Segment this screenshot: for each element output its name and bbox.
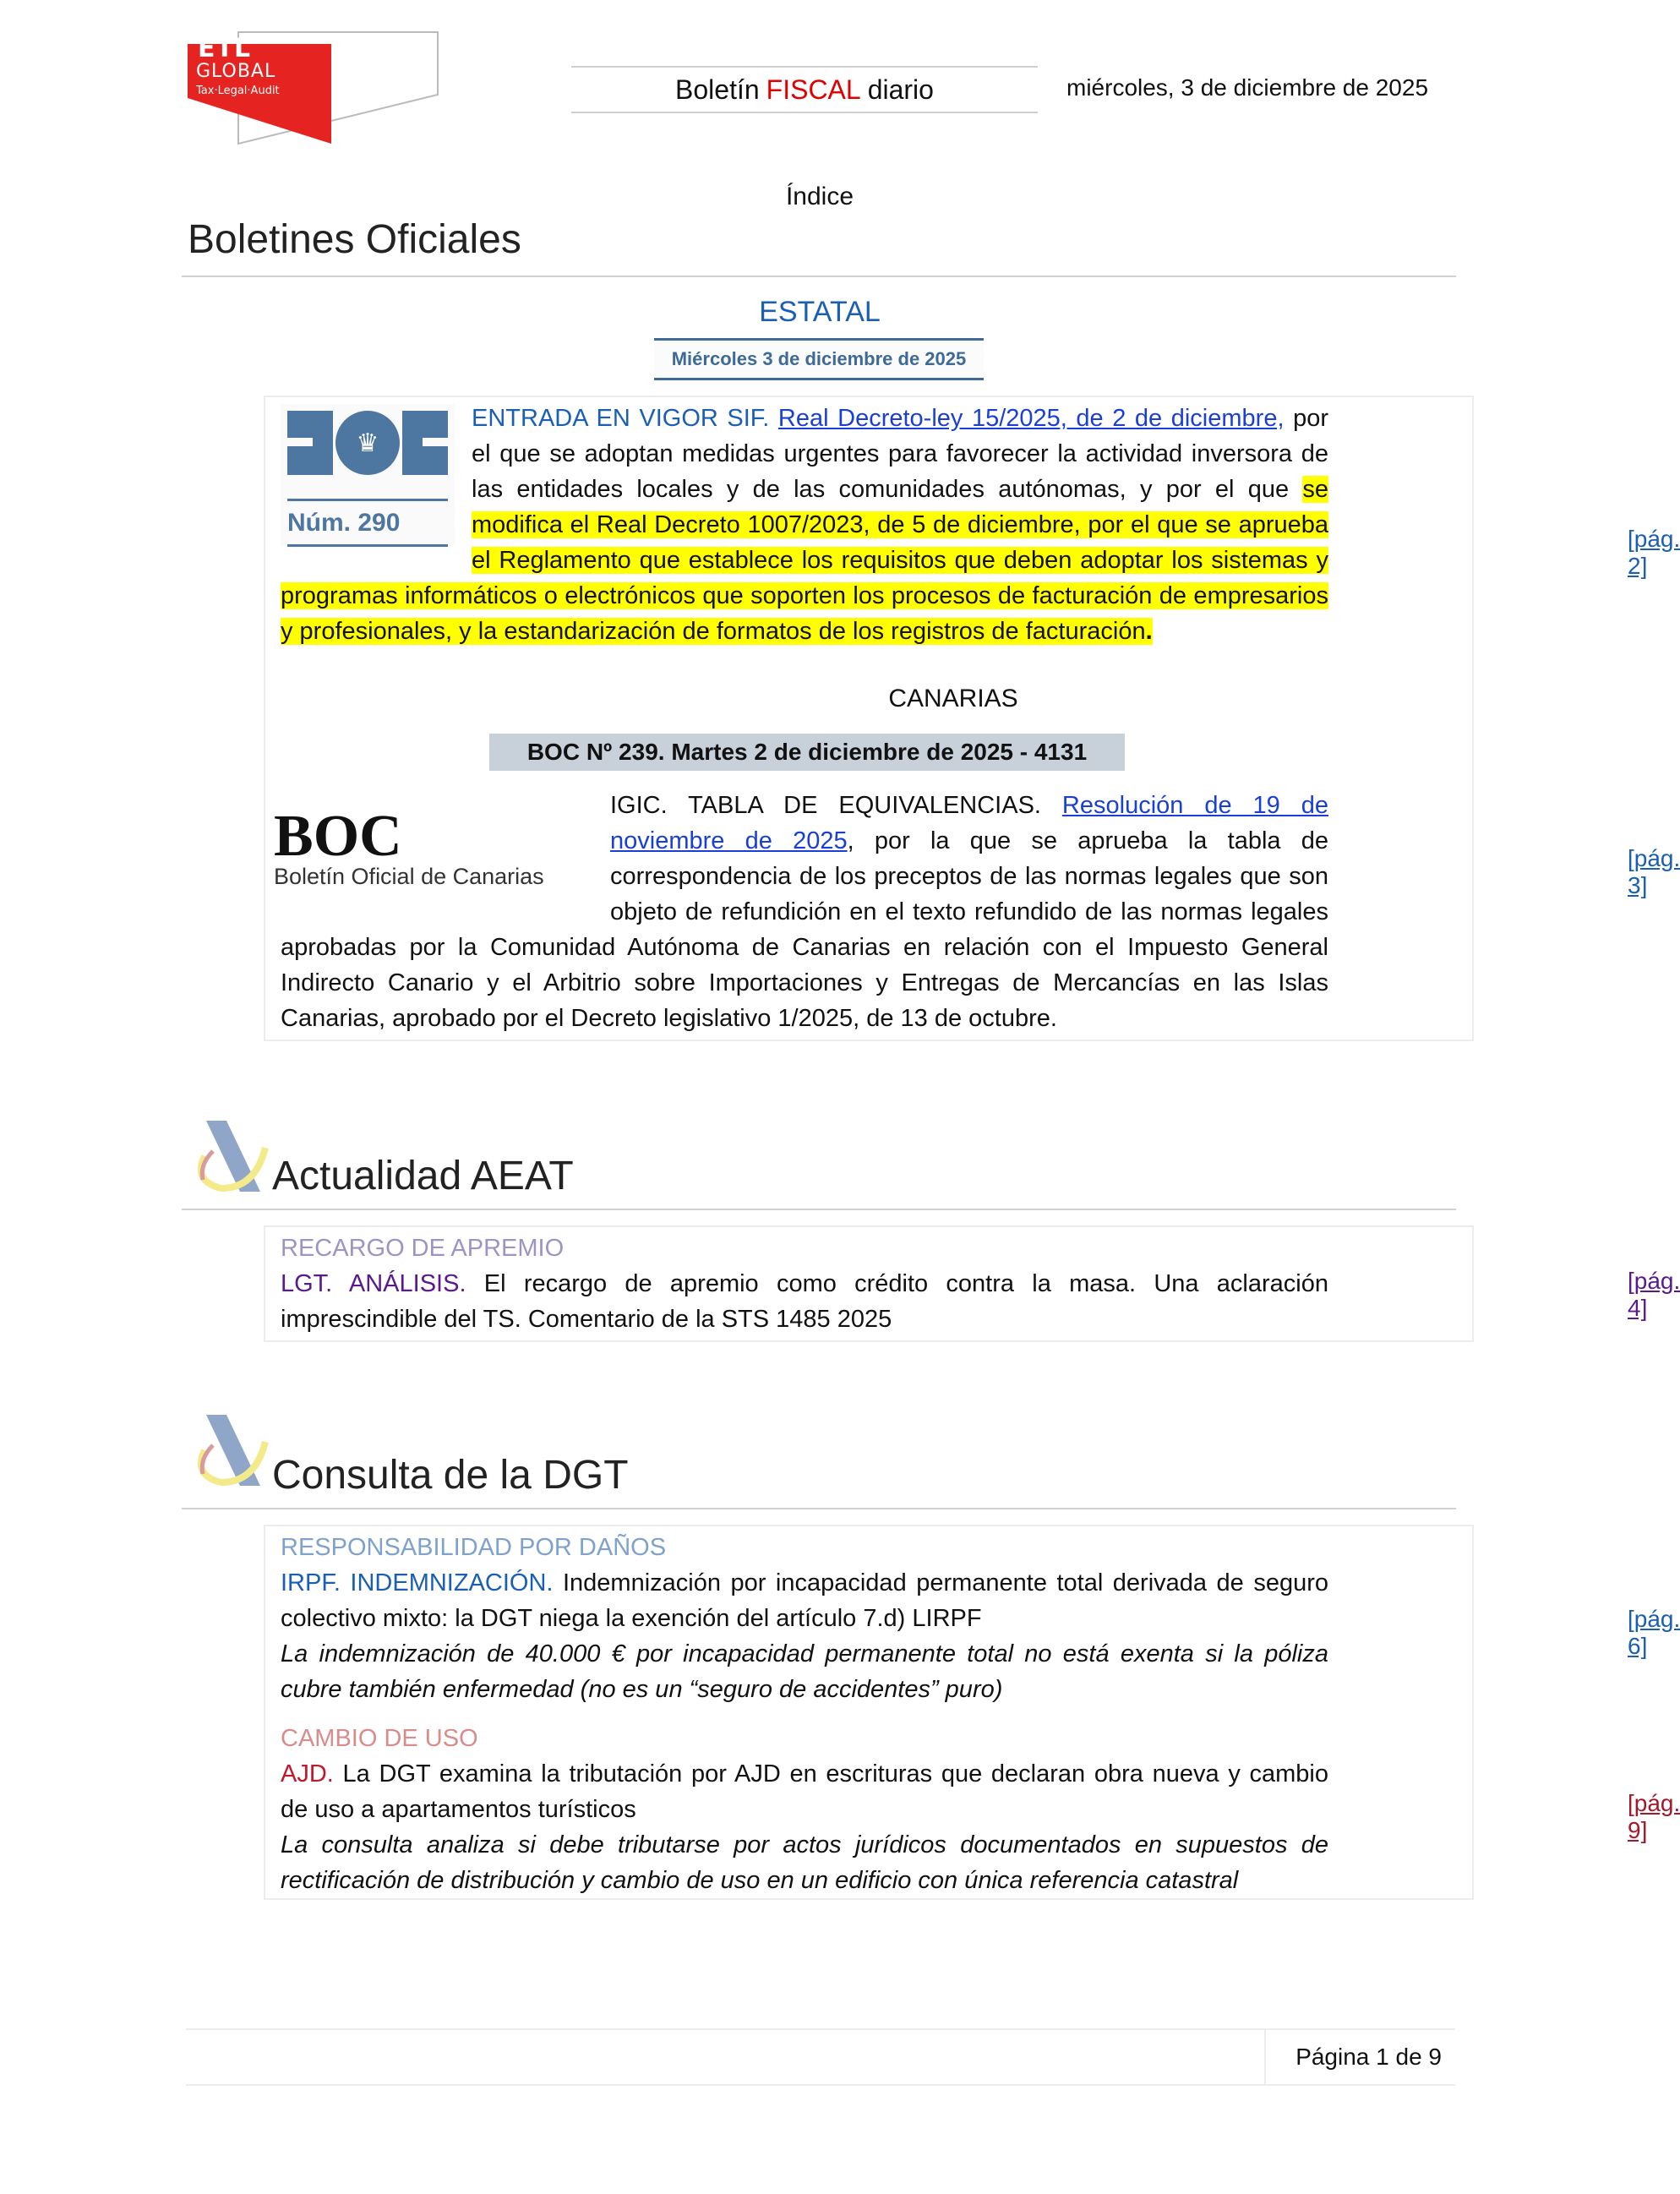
boe-number: Núm. 290: [287, 509, 401, 537]
canarias-item-kicker: IGIC. TABLA DE EQUIVALENCIAS.: [610, 792, 1041, 819]
etl-global-logo: [188, 27, 441, 145]
estatal-item: [281, 401, 1328, 649]
logo-etl: ETL: [198, 34, 252, 63]
logo-global: GLOBAL: [196, 61, 276, 82]
boc-logo-text: BOC: [274, 804, 402, 869]
estatal-item-kicker: ENTRADA EN VIGOR SIF.: [472, 405, 770, 432]
title-pre: Boletín: [675, 74, 760, 105]
boc-logo-subtitle: Boletín Oficial de Canarias: [274, 864, 544, 889]
dgt-item-1: [281, 1530, 1328, 1707]
estatal-item-text: por el que se adoptan medidas urgentes para favorecer la actividad inversora de las entidades locales y de las comunidades autónomas, y por el que: [472, 405, 1328, 503]
aeat-item-kicker: LGT. ANÁLISIS.: [281, 1270, 466, 1297]
header-date: miércoles, 3 de diciembre de 2025: [1066, 74, 1429, 101]
footer-divider: [1264, 2030, 1266, 2084]
dgt-item-2: [281, 1721, 1328, 1898]
page-link-9[interactable]: [pág. 9]: [1628, 1790, 1680, 1843]
index-heading: Índice: [785, 183, 854, 210]
aeat-item-category: RECARGO DE APREMIO: [281, 1235, 565, 1262]
coat-of-arms-icon: ♛: [335, 411, 400, 475]
dgt-item-1-category: RESPONSABILIDAD POR DAÑOS: [281, 1534, 667, 1561]
section-title-aeat: Actualidad AEAT: [272, 1154, 574, 1198]
section-title-dgt: Consulta de la DGT: [272, 1453, 629, 1498]
estatal-item-highlight: se modifica el Real Decreto 1007/2023, de 5 de diciembre, por el que se aprueba el Reglamento que establece los requisitos que deben adoptar los sistemas y programas informáticos o electrónicos que soporten los procesos de facturación de empresarios y profesionales, y la estandarización de formatos de los registros de facturación: [281, 476, 1328, 645]
dgt-item-2-summary: La consulta analiza si debe tributarse por actos jurídicos documentados en supuestos de rectificación de distribución y cambio de uso en un edificio con única referencia catastral: [281, 1831, 1328, 1894]
page-link-4[interactable]: [pág. 4]: [1628, 1268, 1680, 1321]
canarias-item-link[interactable]: Resolución de 19 de noviembre de 2025: [610, 792, 1328, 854]
aeat-logo-icon: [188, 1408, 269, 1493]
dgt-item-1-text: Indemnización por incapacidad permanente total derivada de seguro colectivo mixto: la DGT niega la exención del artículo 7.d) LIRPF: [281, 1569, 1328, 1632]
newsletter-title: [571, 66, 1038, 113]
estatal-item-end: .: [1145, 618, 1153, 645]
page-footer: [186, 2028, 1455, 2086]
title-highlight: FISCAL: [766, 74, 861, 105]
logo-tagline: Tax·Legal·Audit: [196, 85, 280, 97]
boc-date-banner: BOC Nº 239. Martes 2 de diciembre de 2025 - 4131: [489, 734, 1125, 771]
section-title-boletines: Boletines Oficiales: [188, 217, 521, 262]
page-link-6[interactable]: [pág. 6]: [1628, 1606, 1680, 1659]
page-number: Página 1 de 9: [1295, 2044, 1442, 2070]
boletines-card: [264, 396, 1680, 1041]
page-link-2[interactable]: [pág. 2]: [1628, 526, 1680, 579]
dgt-item-1-kicker: IRPF. INDEMNIZACIÓN.: [281, 1569, 554, 1596]
canarias-heading: CANARIAS: [888, 685, 1018, 712]
aeat-card: [264, 1225, 1680, 1342]
section-divider: [182, 1508, 1456, 1509]
dgt-item-1-summary: La indemnización de 40.000 € por incapacidad permanente total no está exenta si la póliza cubre también enfermedad (no es un “seguro de accidentes” puro): [281, 1640, 1328, 1703]
section-divider: [182, 1209, 1456, 1210]
aeat-item-text: El recargo de apremio como crédito contra la masa. Una aclaración imprescindible del TS. Comentario de la STS 1485 2025: [281, 1270, 1328, 1333]
canarias-item-text: , por la que se aprueba la tabla de correspondencia de los preceptos de las normas legales que son objeto de refundición en el texto refundido de las normas legales aprobadas por la Comunidad Autónoma de Canarias en relación con el Impuesto General Indirecto Canario y el Arbitrio sobre Importaciones y Entregas de Mercancías en las Islas Canarias, aprobado por el Decreto legislativo 1/2025, de 13 de octubre.: [281, 827, 1328, 1032]
dgt-card: [264, 1525, 1680, 1900]
estatal-item-link[interactable]: Real Decreto-ley 15/2025, de 2 de diciembre,: [777, 405, 1285, 432]
title-post: diario: [867, 74, 934, 105]
page-link-3[interactable]: [pág. 3]: [1628, 845, 1680, 898]
aeat-item: [281, 1231, 1328, 1337]
estatal-heading: ESTATAL: [759, 296, 881, 328]
section-divider: [182, 276, 1456, 277]
estatal-date-banner: Miércoles 3 de diciembre de 2025: [654, 338, 984, 380]
dgt-item-2-text: La DGT examina la tributación por AJD en escrituras que declaran obra nueva y cambio de uso a apartamentos turísticos: [281, 1760, 1328, 1823]
dgt-item-2-kicker: AJD.: [281, 1760, 334, 1787]
aeat-logo-icon: [188, 1114, 269, 1198]
canarias-item: [281, 788, 1328, 1036]
dgt-item-2-category: CAMBIO DE USO: [281, 1725, 478, 1752]
